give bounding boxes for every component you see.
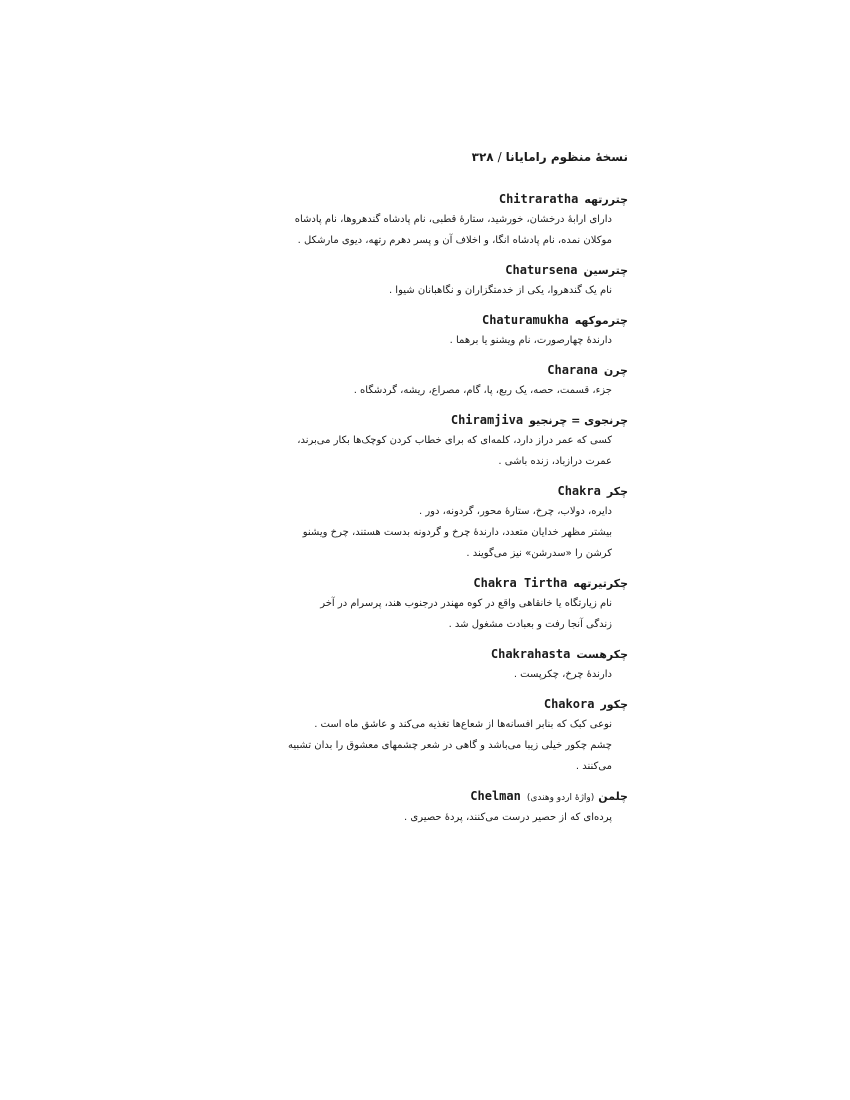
headword-latin: Chakra Tirtha [473, 576, 568, 590]
glossary-entry [208, 482, 628, 564]
headword-persian: چکر [606, 485, 628, 498]
definition-line: جزء، قسمت، حصه، یک ربع، پا، گام، مصراع، ریشه، گردشگاه . [353, 385, 612, 396]
definition-line: زندگی آنجا رفت و بعبادت مشغول شد . [448, 619, 612, 630]
headword-latin: Chelman [470, 789, 521, 803]
glossary-entry [208, 411, 628, 472]
headword-persian: چلمن [598, 790, 628, 803]
glossary-entry [208, 361, 628, 401]
headword-latin: Charana [547, 363, 598, 377]
headword-persian: چرنجوی = چرنجیو [529, 414, 628, 427]
glossary-entry [208, 645, 628, 685]
page-number: ۳۲۸ [471, 150, 494, 164]
book-title: نسخهٔ منظوم رامایانا [505, 150, 628, 164]
glossary-entry [208, 695, 628, 777]
entry-headword [208, 645, 628, 664]
headword-note: (واژهٔ اردو وهندی) [526, 793, 595, 803]
glossary-entry [208, 311, 628, 351]
definition-line: دایره، دولاب، چرخ، ستارهٔ محور، گردونه، دور . [418, 506, 612, 517]
header-separator: / [497, 150, 502, 164]
definition-line: نام یک گندهروا، یکی از خدمتگزاران و نگاهبانان شیوا . [388, 285, 612, 296]
headword-persian: چکرهست [576, 648, 628, 661]
glossary-entry [208, 574, 628, 635]
definition-line: بیشتر مظهر خدایان متعدد، دارندهٔ چرخ و گردونه بدست هستند، چرخ ویشنو [302, 527, 612, 538]
entry-headword [208, 190, 628, 209]
entry-headword [208, 695, 628, 714]
headword-persian: چتررتهه [584, 193, 628, 206]
headword-persian: چکرتیرتهه [573, 577, 628, 590]
definition-line: عمرت درازباد، زنده باشی . [498, 456, 612, 467]
definition-line: دارندهٔ چهارصورت، نام ویشنو یا برهما . [449, 335, 612, 346]
page-header [472, 150, 628, 164]
entry-headword [208, 311, 628, 330]
glossary-entry [208, 190, 628, 251]
headword-persian: چترموکهه [574, 314, 628, 327]
definition-line: چشم چکور خیلی زیبا می‌باشد و گاهی در شعر چشمهای معشوق را بدان تشبیه [288, 740, 612, 751]
glossary-entry [208, 261, 628, 301]
definition-line: کرشن را «سدرشن» نیز می‌گویند . [466, 548, 612, 559]
headword-latin: Chakra [557, 484, 601, 498]
definition-line: می‌کنند . [575, 761, 612, 772]
entry-headword [208, 361, 628, 380]
headword-latin: Chakora [543, 697, 595, 711]
glossary-entries [208, 190, 628, 838]
entry-headword [208, 787, 628, 807]
definition-line: پرده‌ای که از حصیر درست می‌کنند، پردهٔ حصیری . [404, 812, 612, 823]
definition-line: دارای ارابهٔ درخشان، خورشید، ستارهٔ قطبی، نام پادشاه گندهروها، نام پادشاه [294, 214, 612, 225]
entry-headword [208, 261, 628, 280]
definition-line: دارندهٔ چرخ، چکرپست . [513, 669, 612, 680]
entry-headword [208, 574, 628, 593]
headword-latin: Chaturamukha [481, 313, 569, 327]
entry-headword [208, 411, 628, 430]
headword-latin: Chitraratha [498, 192, 579, 206]
headword-persian: چرن [603, 364, 628, 377]
headword-latin: Chakrahasta [490, 647, 571, 661]
headword-persian: چترسین [583, 264, 628, 277]
definition-line: نام زیارتگاه یا خانقاهی واقع در کوه مهندر درجنوب هند، پرسرام در آخر [320, 598, 612, 609]
headword-latin: Chiramjiva [450, 413, 524, 427]
definition-line: موکلان نمده، نام پادشاه انگا، و اخلاف آن و پسر دهرم رتهه، دیوی مارشکل . [297, 235, 612, 246]
glossary-entry [208, 787, 628, 828]
entry-headword [208, 482, 628, 501]
headword-latin: Chatursena [505, 263, 578, 277]
definition-line: کسی که عمر دراز دارد، کلمه‌ای که برای خطاب کردن کوچک‌ها بکار می‌برند، [297, 435, 612, 446]
definition-line: نوعی کبک که بنابر افسانه‌ها از شعاع‌ها تغذیه می‌کند و عاشق ماه است . [314, 719, 612, 730]
headword-persian: چکور [600, 698, 628, 711]
